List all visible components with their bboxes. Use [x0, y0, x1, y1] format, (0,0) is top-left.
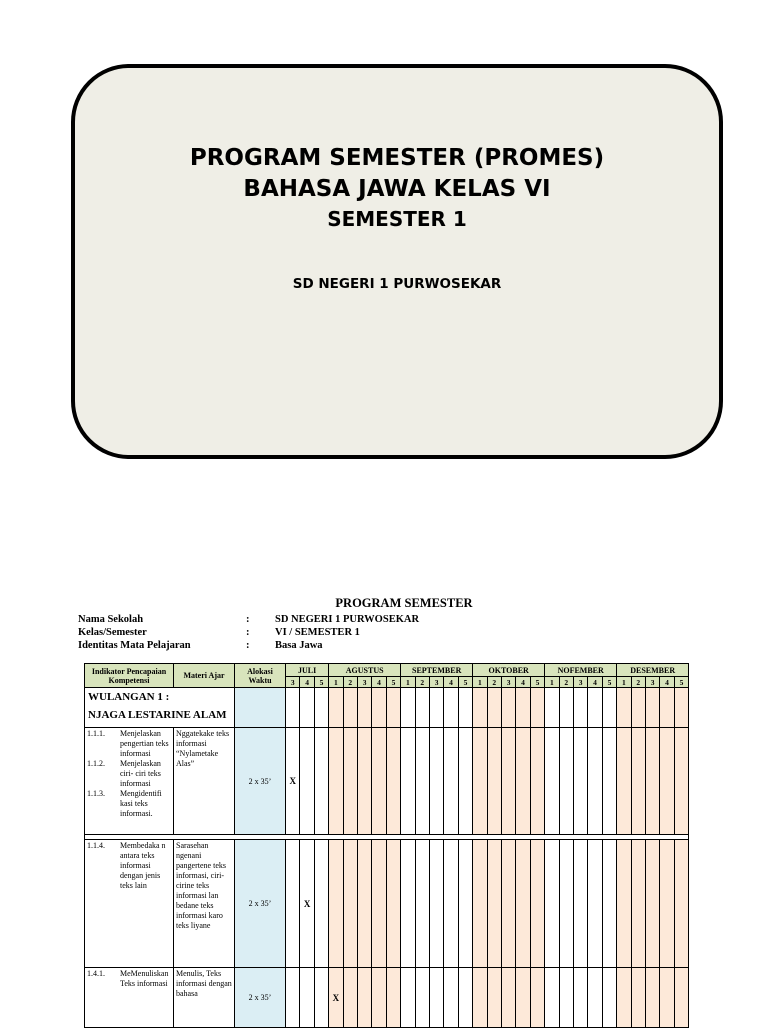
header-week: 3	[573, 677, 587, 688]
week-cell	[429, 968, 443, 1028]
wulangan-title	[85, 688, 235, 728]
week-cell	[602, 840, 616, 968]
week-cell	[617, 728, 631, 835]
header-week: 3	[501, 677, 515, 688]
header-materi: Materi Ajar	[174, 664, 235, 688]
week-cell	[415, 728, 429, 835]
week-cell	[357, 840, 371, 968]
indicator-number: 1.1.4.	[87, 841, 105, 850]
document-heading: PROGRAM SEMESTER	[335, 596, 473, 610]
identity-label: Nama Sekolah	[78, 614, 144, 625]
week-cell	[530, 688, 544, 728]
week-cell	[516, 840, 530, 968]
week-cell	[487, 840, 501, 968]
week-cell	[559, 728, 573, 835]
week-cell	[559, 968, 573, 1028]
indicator-cell	[85, 968, 174, 1028]
week-cell	[617, 840, 631, 968]
indicator-text: Menjelaskan ciri- ciri teks informasi	[120, 759, 161, 788]
week-cell	[314, 728, 328, 835]
week-cell	[487, 968, 501, 1028]
week-cell	[545, 968, 559, 1028]
week-cell	[645, 728, 659, 835]
indicator-text: Mengidentifi kasi teks informasi.	[120, 789, 162, 818]
week-cell	[372, 840, 386, 968]
header-week: 3	[357, 677, 371, 688]
week-cell	[314, 840, 328, 968]
week-cell	[372, 968, 386, 1028]
week-cell	[329, 728, 343, 835]
identity-separator: :	[246, 640, 250, 651]
week-cell	[314, 968, 328, 1028]
alokasi-cell: 2 x 35’	[235, 728, 286, 835]
schedule-mark: X	[300, 840, 314, 968]
week-cell	[631, 840, 645, 968]
week-cell	[545, 688, 559, 728]
materi-cell: Menulis, Teks informasi dengan bahasa	[174, 968, 235, 1028]
cover-school: SD NEGERI 1 PURWOSEKAR	[292, 276, 502, 292]
week-cell	[501, 840, 515, 968]
week-cell	[300, 968, 314, 1028]
week-cell	[415, 968, 429, 1028]
week-cell	[516, 688, 530, 728]
week-cell	[343, 968, 357, 1028]
week-cell	[429, 840, 443, 968]
week-cell	[386, 728, 400, 835]
week-cell	[674, 688, 688, 728]
week-cell	[660, 728, 674, 835]
header-month: DESEMBER	[617, 664, 689, 677]
indicator-cell	[85, 840, 174, 968]
indicator-number	[87, 979, 120, 989]
header-week: 5	[386, 677, 400, 688]
header-week: 4	[588, 677, 602, 688]
week-cell	[545, 840, 559, 968]
week-cell	[501, 688, 515, 728]
week-cell	[300, 688, 314, 728]
week-cell	[444, 688, 458, 728]
week-cell	[545, 728, 559, 835]
week-cell	[357, 688, 371, 728]
header-week: 1	[617, 677, 631, 688]
week-cell	[444, 728, 458, 835]
header-week: 4	[300, 677, 314, 688]
header-week: 5	[602, 677, 616, 688]
header-week: 3	[429, 677, 443, 688]
week-cell	[631, 728, 645, 835]
header-week: 2	[487, 677, 501, 688]
week-cell	[674, 728, 688, 835]
table-row	[85, 728, 689, 835]
week-cell	[458, 688, 472, 728]
week-cell	[386, 840, 400, 968]
indicator-number: 1.1.2.	[87, 759, 105, 768]
week-cell	[645, 688, 659, 728]
week-cell	[401, 728, 415, 835]
indicator-item	[87, 841, 171, 891]
week-cell	[286, 840, 300, 968]
week-cell	[559, 840, 573, 968]
week-cell	[329, 840, 343, 968]
indicator-text: MeMenuliskan	[120, 969, 169, 978]
week-cell	[300, 728, 314, 835]
indicator-number: 1.1.1.	[87, 729, 105, 738]
week-cell	[372, 688, 386, 728]
week-cell	[329, 688, 343, 728]
header-week: 5	[674, 677, 688, 688]
week-cell	[573, 688, 587, 728]
table-row	[85, 840, 689, 968]
indicator-item	[87, 969, 171, 979]
week-cell	[602, 968, 616, 1028]
indicator-number: 1.4.1.	[87, 969, 105, 978]
week-cell	[602, 728, 616, 835]
table-row	[85, 968, 689, 1028]
week-cell	[660, 968, 674, 1028]
week-cell	[401, 968, 415, 1028]
header-week: 3	[286, 677, 300, 688]
week-cell	[573, 728, 587, 835]
week-cell	[386, 968, 400, 1028]
week-cell	[473, 840, 487, 968]
materi-cell: Sarasehan ngenani pangertene teks informasi, ciri- cirine teks informasi lan bedane teks informasi karo teks liyane	[174, 840, 235, 968]
week-cell	[631, 688, 645, 728]
alokasi-cell	[235, 688, 286, 728]
header-week: 5	[530, 677, 544, 688]
week-cell	[487, 688, 501, 728]
week-cell	[501, 728, 515, 835]
indicator-text: Teks informasi	[120, 979, 168, 988]
header-month: OKTOBER	[473, 664, 545, 677]
week-cell	[487, 728, 501, 835]
week-cell	[530, 728, 544, 835]
header-week: 2	[343, 677, 357, 688]
week-cell	[573, 968, 587, 1028]
header-week: 4	[372, 677, 386, 688]
week-cell	[573, 840, 587, 968]
indicator-text: Menjelaskan pengertian teks informasi	[120, 729, 169, 758]
week-cell	[645, 840, 659, 968]
identity-label: Kelas/Semester	[78, 627, 147, 638]
week-cell	[516, 968, 530, 1028]
cover-semester: SEMESTER 1	[327, 207, 467, 231]
header-week: 4	[516, 677, 530, 688]
cover-box	[71, 64, 723, 459]
header-week: 4	[660, 677, 674, 688]
week-cell	[602, 688, 616, 728]
wulangan-line2: NJAGA LESTARINE ALAM	[88, 709, 227, 721]
week-cell	[286, 968, 300, 1028]
week-cell	[386, 688, 400, 728]
week-cell	[343, 840, 357, 968]
week-cell	[314, 688, 328, 728]
week-cell	[588, 968, 602, 1028]
week-cell	[588, 840, 602, 968]
header-indikator: Indikator Pencapaian Kompetensi	[85, 664, 174, 688]
alokasi-cell: 2 x 35’	[235, 840, 286, 968]
week-cell	[429, 688, 443, 728]
indicator-item	[87, 789, 171, 819]
header-week: 2	[415, 677, 429, 688]
header-week: 1	[545, 677, 559, 688]
week-cell	[357, 968, 371, 1028]
header-week: 1	[329, 677, 343, 688]
week-cell	[286, 688, 300, 728]
identity-value: SD NEGERI 1 PURWOSEKAR	[275, 614, 420, 625]
header-week: 2	[631, 677, 645, 688]
week-cell	[588, 688, 602, 728]
week-cell	[357, 728, 371, 835]
header-week: 4	[444, 677, 458, 688]
header-alokasi: Alokasi Waktu	[235, 664, 286, 688]
schedule-mark: X	[329, 968, 343, 1028]
indicator-item	[87, 729, 171, 759]
header-week: 1	[401, 677, 415, 688]
indicator-cell	[85, 728, 174, 835]
week-cell	[617, 968, 631, 1028]
week-cell	[501, 968, 515, 1028]
week-cell	[530, 840, 544, 968]
week-cell	[415, 840, 429, 968]
cover-title-line1: PROGRAM SEMESTER (PROMES)	[189, 145, 605, 171]
week-cell	[473, 728, 487, 835]
week-cell	[530, 968, 544, 1028]
identity-separator: :	[246, 614, 250, 625]
indicator-text: Membedaka n antara teks informasi dengan jenis teks lain	[120, 841, 166, 890]
week-cell	[444, 840, 458, 968]
header-month: SEPTEMBER	[401, 664, 473, 677]
cover-title-line2: BAHASA JAWA KELAS VI	[243, 176, 551, 202]
alokasi-cell: 2 x 35’	[235, 968, 286, 1028]
week-cell	[458, 840, 472, 968]
header-week: 2	[559, 677, 573, 688]
header-month: AGUSTUS	[329, 664, 401, 677]
week-cell	[617, 688, 631, 728]
week-cell	[660, 840, 674, 968]
indicator-item	[87, 979, 171, 989]
week-cell	[674, 968, 688, 1028]
header-week: 3	[645, 677, 659, 688]
week-cell	[588, 728, 602, 835]
header-month: JULI	[286, 664, 329, 677]
week-cell	[660, 688, 674, 728]
schedule-mark: X	[286, 728, 300, 835]
identity-label: Identitas Mata Pelajaran	[78, 640, 191, 651]
week-cell	[674, 840, 688, 968]
week-cell	[429, 728, 443, 835]
week-cell	[631, 968, 645, 1028]
week-cell	[444, 968, 458, 1028]
week-cell	[645, 968, 659, 1028]
week-cell	[372, 728, 386, 835]
identity-separator: :	[246, 627, 250, 638]
wulangan-line1: WULANGAN 1 :	[88, 691, 170, 703]
week-cell	[401, 688, 415, 728]
week-cell	[473, 968, 487, 1028]
week-cell	[415, 688, 429, 728]
week-cell	[458, 728, 472, 835]
materi-cell: Nggatekake teks informasi “Nylametake Alas”	[174, 728, 235, 835]
identity-value: Basa Jawa	[275, 640, 323, 651]
week-cell	[458, 968, 472, 1028]
identity-value: VI / SEMESTER 1	[275, 627, 360, 638]
header-week: 1	[473, 677, 487, 688]
indicator-item	[87, 759, 171, 789]
week-cell	[343, 688, 357, 728]
week-cell	[516, 728, 530, 835]
header-month: NOFEMBER	[545, 664, 617, 677]
header-week: 5	[314, 677, 328, 688]
week-cell	[473, 688, 487, 728]
week-cell	[559, 688, 573, 728]
week-cell	[343, 728, 357, 835]
promes-table	[84, 663, 689, 1028]
week-cell	[401, 840, 415, 968]
indicator-number: 1.1.3.	[87, 789, 105, 798]
header-week: 5	[458, 677, 472, 688]
